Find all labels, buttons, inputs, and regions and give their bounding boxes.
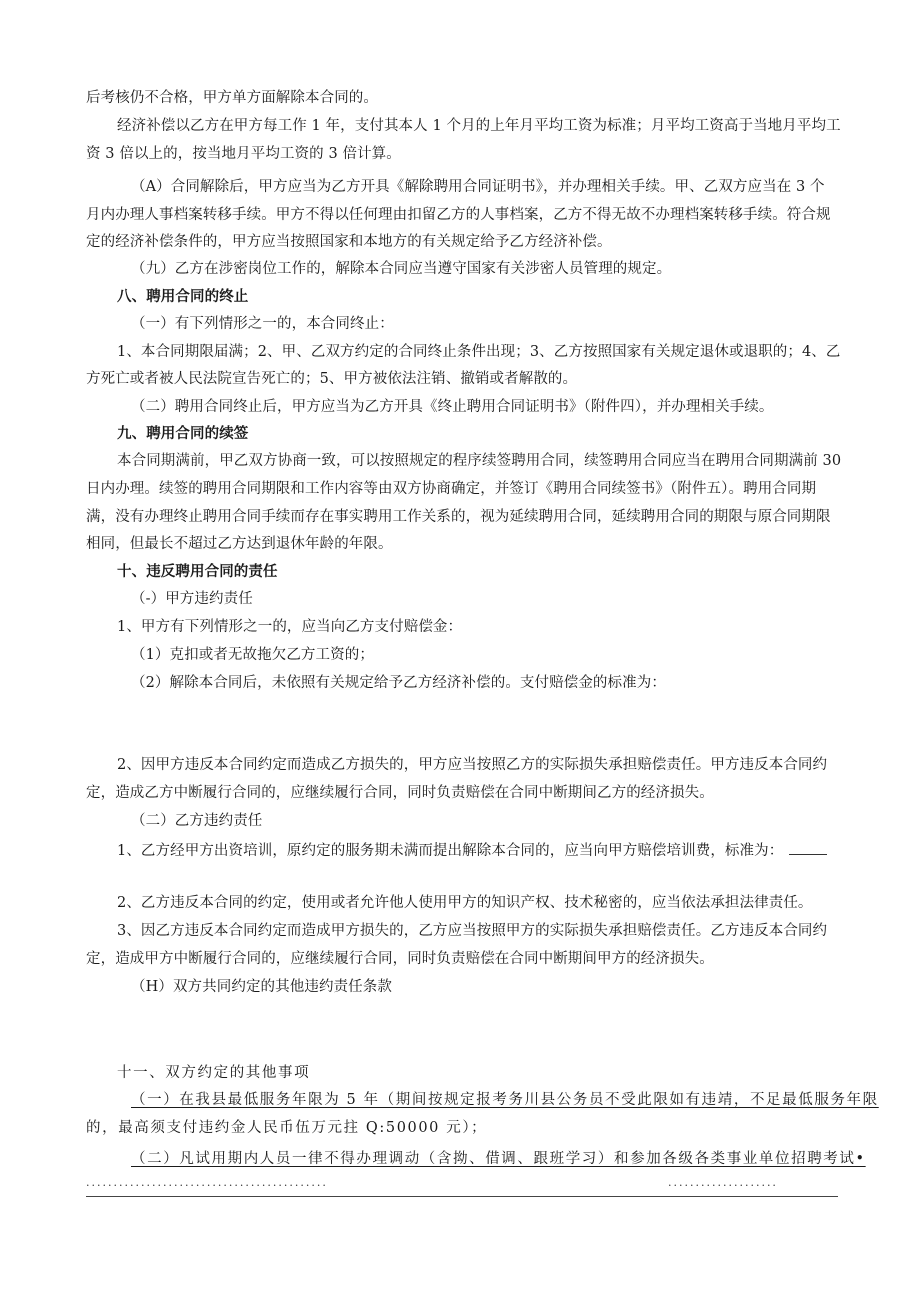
section-heading: 八、聘用合同的终止 <box>117 289 249 305</box>
paragraph-line: 方死亡或者被人民法院宣告死亡的；5、甲方被依法注销、撤销或者解散的。 <box>86 371 578 387</box>
paragraph-line: 1、本合同期限届满；2、甲、乙双方约定的合同终止条件出现；3、乙方按照国家有关规定退休或退职的；4、乙 <box>117 344 841 360</box>
paragraph-line: 本合同期满前，甲乙双方协商一致，可以按照规定的程序续签聘用合同，续签聘用合同应当在聘用合同期满前 30 <box>117 453 842 469</box>
paragraph-line: 经济补偿以乙方在甲方每工作 1 年，支付其本人 1 个月的上年月平均工资为标准；月平均工资高于当地月平均工 <box>117 118 841 134</box>
paragraph-line: （-）甲方违约责任 <box>131 591 253 607</box>
paragraph-line: 1、甲方有下列情形之一的，应当向乙方支付赔偿金： <box>117 619 463 635</box>
paragraph-line: 定的经济补偿条件的，甲方应当按照国家和本地方的有关规定给予乙方经济补偿。 <box>86 234 612 250</box>
paragraph-line: （二）聘用合同终止后，甲方应当为乙方开具《终止聘用合同证明书》（附件四），并办理相关手续。 <box>131 399 774 415</box>
dotted-leader-right: .................... <box>668 1176 778 1189</box>
section-heading: 十一、双方约定的其他事项 <box>117 1065 311 1081</box>
fill-in-blank <box>789 840 827 855</box>
paragraph-line: 月内办理人事档案转移手续。甲方不得以任何理由扣留乙方的人事档案，乙方不得无故不办理档案转移手续。符合规 <box>86 207 831 223</box>
paragraph-line: （2）解除本合同后，未依照有关规定给予乙方经济补偿的。支付赔偿金的标准为： <box>131 675 666 691</box>
paragraph-line: （二）凡试用期内人员一律不得办理调动（含拗、借调、跟班学习）和参加各级各类事业单位招聘考试• <box>131 1151 866 1167</box>
paragraph-line: 相同，但最长不超过乙方达到退休年龄的年限。 <box>86 536 393 552</box>
paragraph-line: 定，造成甲方中断履行合同的，应继续履行合同，同时负责赔偿在合同中断期间甲方的经济损失。 <box>86 951 714 967</box>
paragraph-line <box>117 840 827 861</box>
paragraph-line: 2、因甲方违反本合同约定而造成乙方损失的，甲方应当按照乙方的实际损失承担赔偿责任。甲方违反本合同约 <box>117 757 828 773</box>
paragraph-line: 日内办理。续签的聘用合同期限和工作内容等由双方协商确定，并签订《聘用合同续签书》（附件五）。聘用合同期 <box>86 481 817 497</box>
paragraph-line: （1）克扣或者无故拖欠乙方工资的； <box>131 647 374 663</box>
section-heading: 九、聘用合同的续签 <box>117 426 249 442</box>
section-heading: 十、违反聘用合同的责任 <box>117 564 278 580</box>
dotted-leader-left: ............................................ <box>86 1176 328 1189</box>
paragraph-line: 资 3 倍以上的，按当地月平均工资的 3 倍计算。 <box>86 146 401 162</box>
paragraph-line: 满，没有办理终止聘用合同手续而存在事实聘用工作关系的，视为延续聘用合同，延续聘用合同的期限与原合同期限 <box>86 509 831 525</box>
paragraph-line: （二）乙方违约责任 <box>131 813 263 829</box>
paragraph-line: 3、因乙方违反本合同约定而造成甲方损失的，乙方应当按照甲方的实际损失承担赔偿责任。乙方违反本合同约 <box>117 923 828 939</box>
paragraph-line: （A）合同解除后，甲方应当为乙方开具《解除聘用合同证明书》，并办理相关手续。甲、乙双方应当在 3 个 <box>131 179 825 195</box>
bottom-rule <box>86 1196 838 1197</box>
paragraph-line: 后考核仍不合格，甲方单方面解除本合同的。 <box>86 90 378 106</box>
paragraph-line: （一）有下列情形之一的，本合同终止： <box>131 316 394 332</box>
paragraph-line: 的，最高须支付违约金人民币伍万元拄 Q:50000 元）； <box>86 1120 488 1136</box>
paragraph-line: 2、乙方违反本合同的约定，使用或者允许他人使用甲方的知识产权、技术秘密的，应当依法承担法律责任。 <box>117 895 813 911</box>
paragraph-line: （九）乙方在涉密岗位工作的，解除本合同应当遵守国家有关涉密人员管理的规定。 <box>131 261 672 277</box>
paragraph-line: （H）双方共同约定的其他违约责任条款 <box>131 979 392 995</box>
paragraph-line: 定，造成乙方中断履行合同的，应继续履行合同，同时负责赔偿在合同中断期间乙方的经济损失。 <box>86 785 714 801</box>
paragraph-line: （一）在我县最低服务年限为 5 年（期间按规定报考务川县公务员不受此限如有违靖，不足最低服务年限 <box>131 1092 879 1108</box>
paragraph-text: 1、乙方经甲方出资培训，原约定的服务期未满而提出解除本合同的，应当向甲方赔偿培训费，标准为： <box>117 843 784 859</box>
